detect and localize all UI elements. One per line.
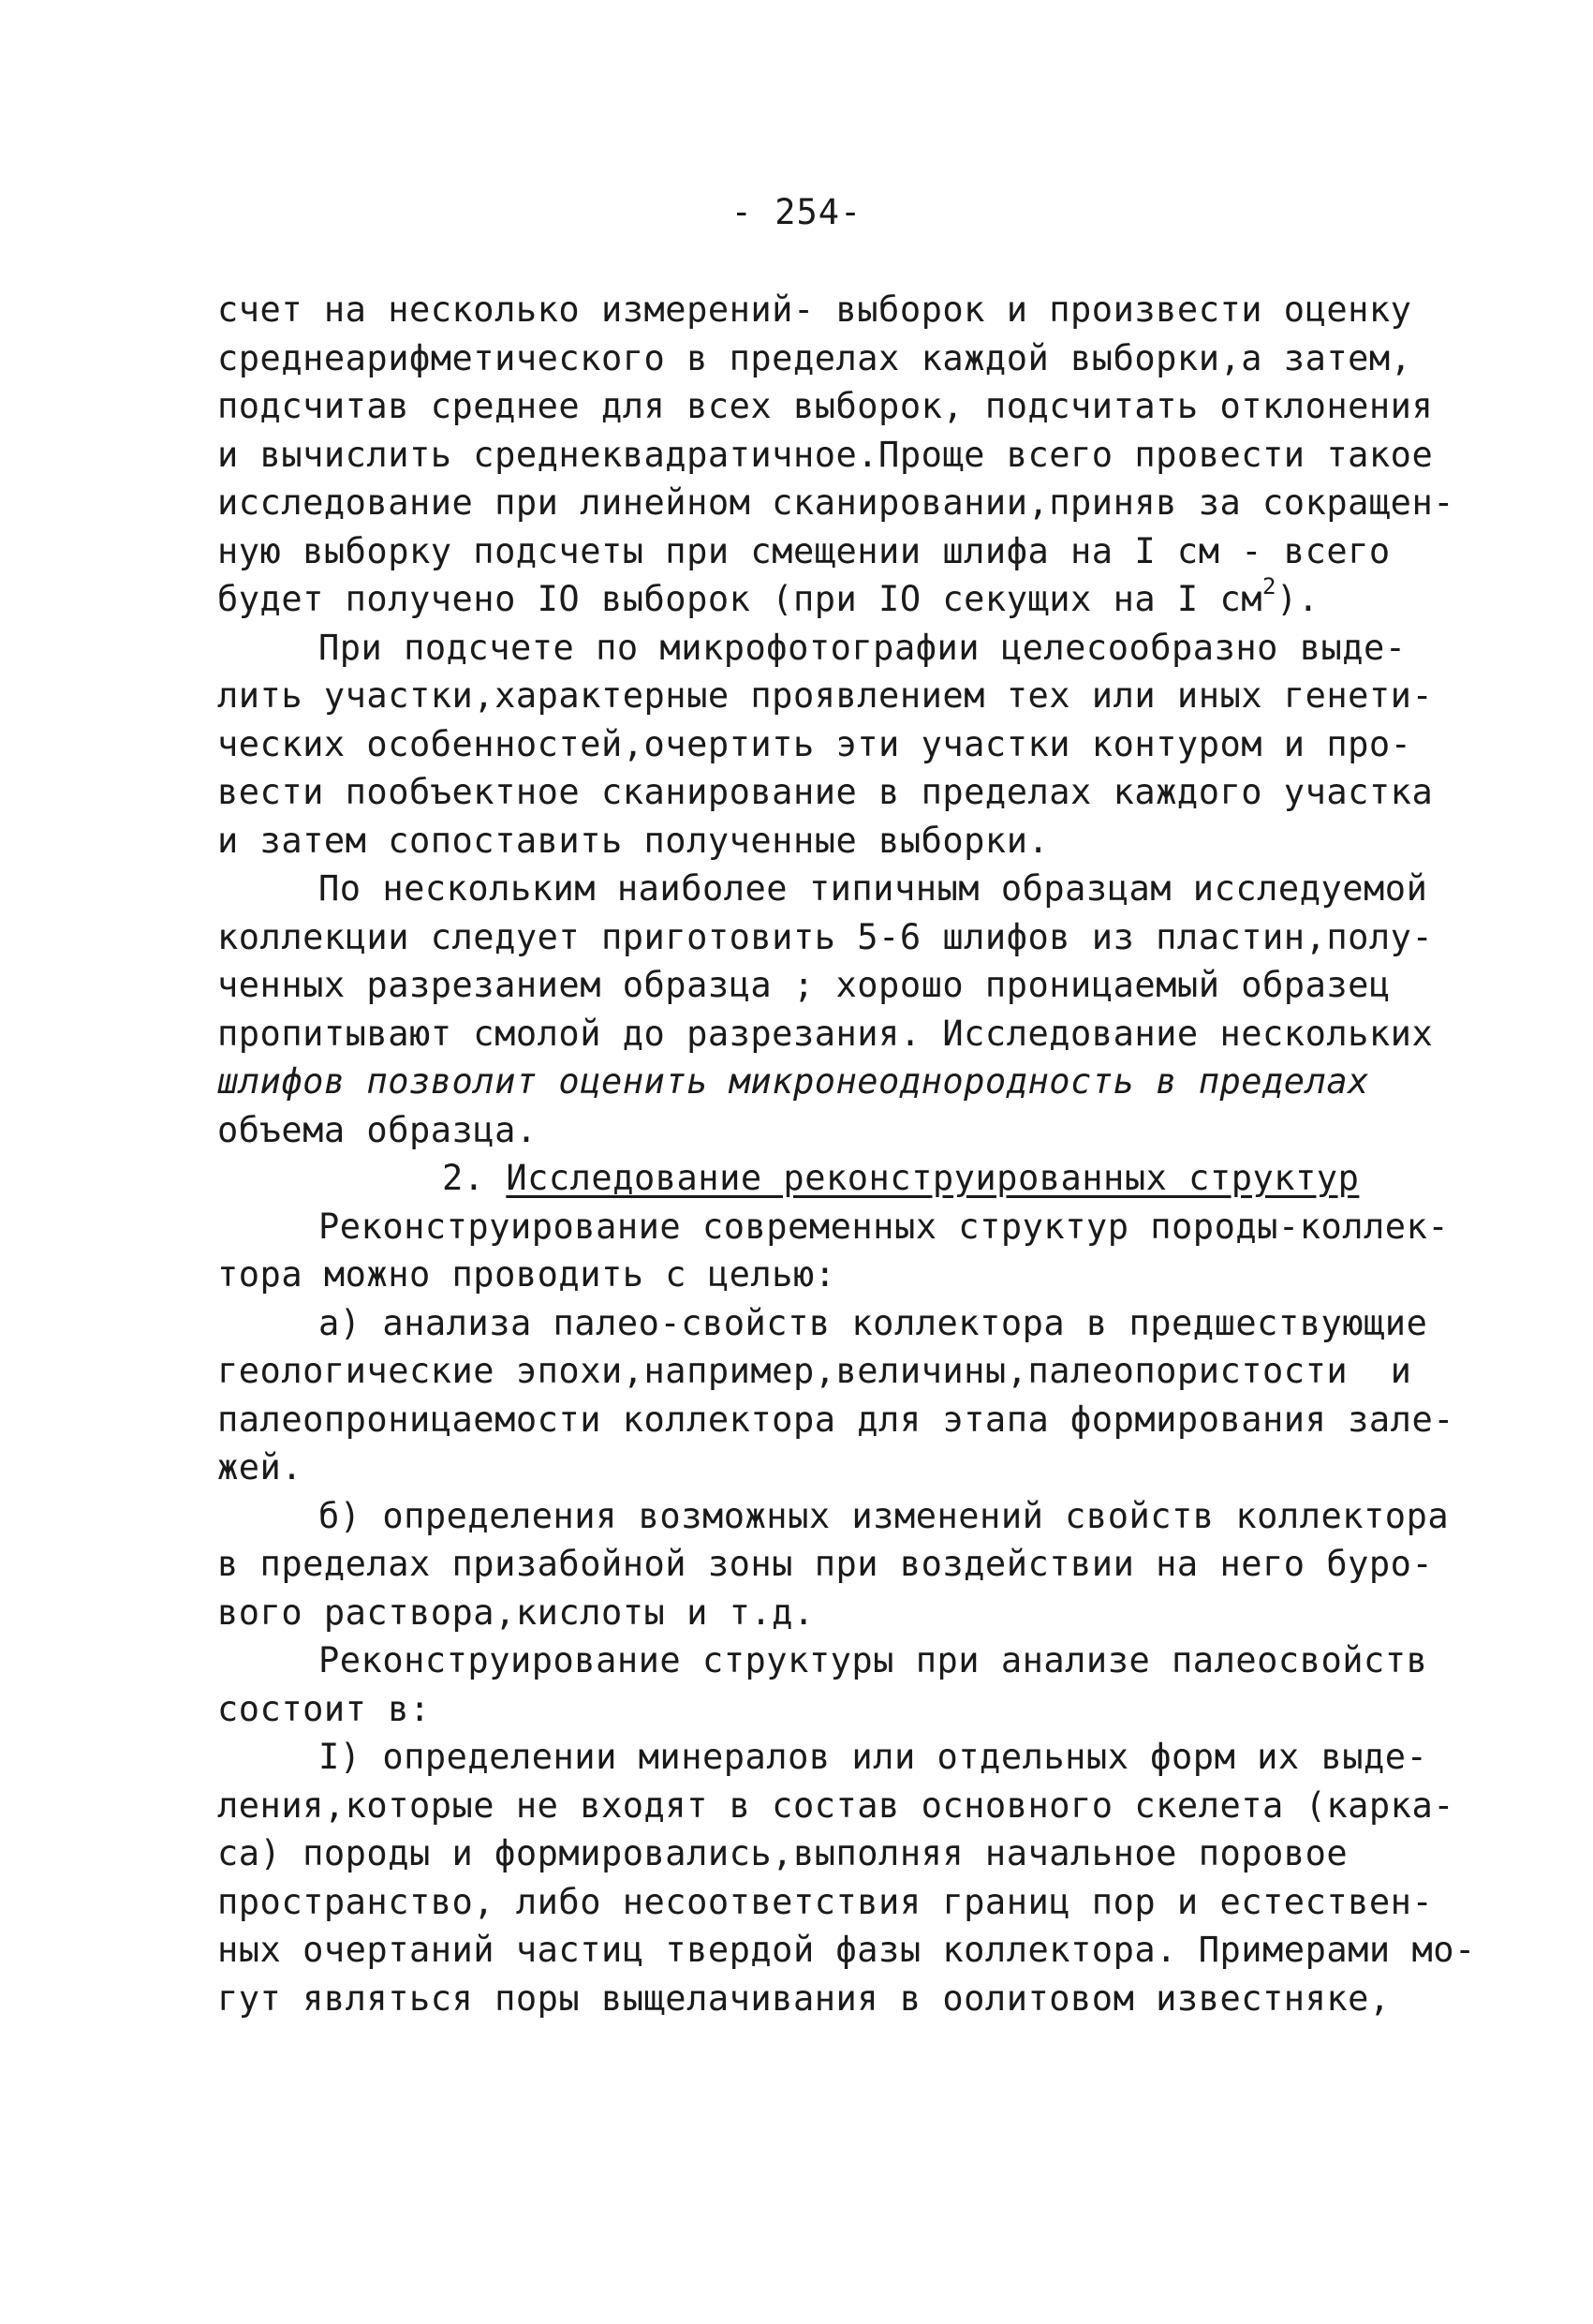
text-line [217,1347,1425,1396]
text-line [217,1589,1425,1637]
text-line [217,865,1428,913]
document-body [217,286,1476,2022]
text-line [217,624,1425,673]
text-line-content: При подсчете по микрофотографии целесообразно выде- [318,627,1407,668]
text-line-content: коллекции следует приготовить 5-6 шлифов из пластин,полу- [217,916,1434,957]
text-line [217,1975,1425,2023]
text-line [217,817,1425,866]
text-line-content: и затем сопоставить полученные выборки. [217,820,1050,861]
text-line-content: ческих особенностей,очертить эти участки контуром и про- [217,723,1412,764]
text-line [217,334,1425,383]
text-line-content: пространство, либо несоответствия границ пор и естествен- [217,1881,1434,1922]
text-line-content: и вычислить среднеквадратичное.Проще всего провести такое [217,434,1434,475]
text-line-tail: ). [1276,579,1320,619]
text-line-content: тора можно проводить с целью: [217,1254,836,1295]
text-line-content: I) определении минералов или отдельных форм их выде- [318,1737,1428,1777]
text-line [217,1492,1450,1541]
text-line-content: ных очертаний частиц твердой фазы коллектора. Примерами мо- [217,1930,1476,1970]
text-line-content: палеопроницаемости коллектора для этапа формирования зале- [217,1399,1455,1440]
text-line-content: вого раствора,кислоты и т.д. [217,1591,815,1633]
text-line-content: ления,которые не входят в состав основного скелета (карка- [217,1784,1455,1826]
text-line-content: ную выборку подсчеты при смещении шлифа на I см - всего [217,530,1391,571]
text-line [217,1443,1425,1492]
text-line-content: а) анализа палео-свойств коллектора в предшествующие [318,1302,1428,1343]
text-line-content: шлифов позволит оценить микронеоднородность в пределах [217,1061,1369,1102]
text-line [217,1878,1434,1927]
text-line [217,286,1425,334]
text-line-content: Реконструирование структуры при анализе палеосвойств [318,1640,1428,1680]
text-line-content: исследование при линейном сканировании,приняв за сокращен- [217,482,1455,523]
text-line-content: геологические эпохи,например,величины,палеопористости и [217,1351,1412,1391]
text-line [217,1299,1428,1348]
text-line [217,1203,1450,1251]
text-line [217,431,1434,480]
text-line [217,479,1455,527]
text-line-content: гут являться поры выщелачивания в оолитовом известняке, [217,1977,1391,2019]
text-line-content: в пределах призабойной зоны при воздействии на него буро- [217,1544,1434,1584]
text-line-content: вести пообъектное сканирование в пределах каждого участка [217,772,1434,812]
text-line-content: объема образца. [217,1109,538,1150]
text-line [217,1636,1428,1685]
text-line [217,768,1434,817]
text-line-content: будет получено IO выборок (при IO секущих на I см [217,579,1263,619]
text-line-content: счет на несколько измерений- выборок и произвести оценку [217,289,1412,330]
text-line [217,1685,1425,1734]
text-line-content: б) определения возможных изменений свойств коллектора [318,1495,1450,1536]
text-line [217,672,1434,720]
superscript: 2 [1262,573,1276,600]
text-line-content: лить участки,характерные проявлением тех или иных генети- [217,675,1434,716]
text-line [217,575,1425,624]
text-line [217,1782,1455,1830]
text-line-content: пропитывают смолой до разрезания. Исследование нескольких [217,1013,1434,1054]
text-line-content: ченных разрезанием образца ; хорошо проницаемый образец [217,965,1391,1005]
text-line [217,1540,1434,1589]
text-line-content: Реконструирование современных структур породы-коллек- [318,1206,1450,1247]
text-line-content: жей. [217,1447,303,1488]
section-heading [217,1154,1425,1203]
section-heading-number: 2. [442,1158,507,1198]
text-line [217,382,1434,431]
text-line [217,1926,1476,1975]
text-line-content: подсчитав среднее для всех выборок, подсчитать отклонения [217,386,1434,426]
text-line [217,913,1434,962]
page-number: - 254- [730,192,863,232]
text-line [217,1733,1428,1782]
text-line [217,720,1425,769]
text-line-content: состоит в: [217,1688,431,1729]
text-line-content: са) породы и формировались,выполняя начальное поровое [217,1833,1349,1873]
text-line [217,1396,1455,1444]
text-line [217,1010,1434,1058]
text-line [217,1251,1425,1299]
text-line [217,1106,1425,1155]
text-line-content: По нескольким наиболее типичным образцам исследуемой [318,868,1428,909]
text-line [217,1829,1425,1878]
text-line [217,961,1425,1010]
text-line-content: среднеарифметического в пределах каждой выборки,а затем, [217,337,1412,378]
text-line [217,527,1425,576]
text-line [217,1058,1425,1106]
section-heading-title: Исследование реконструированных структур [506,1158,1360,1198]
